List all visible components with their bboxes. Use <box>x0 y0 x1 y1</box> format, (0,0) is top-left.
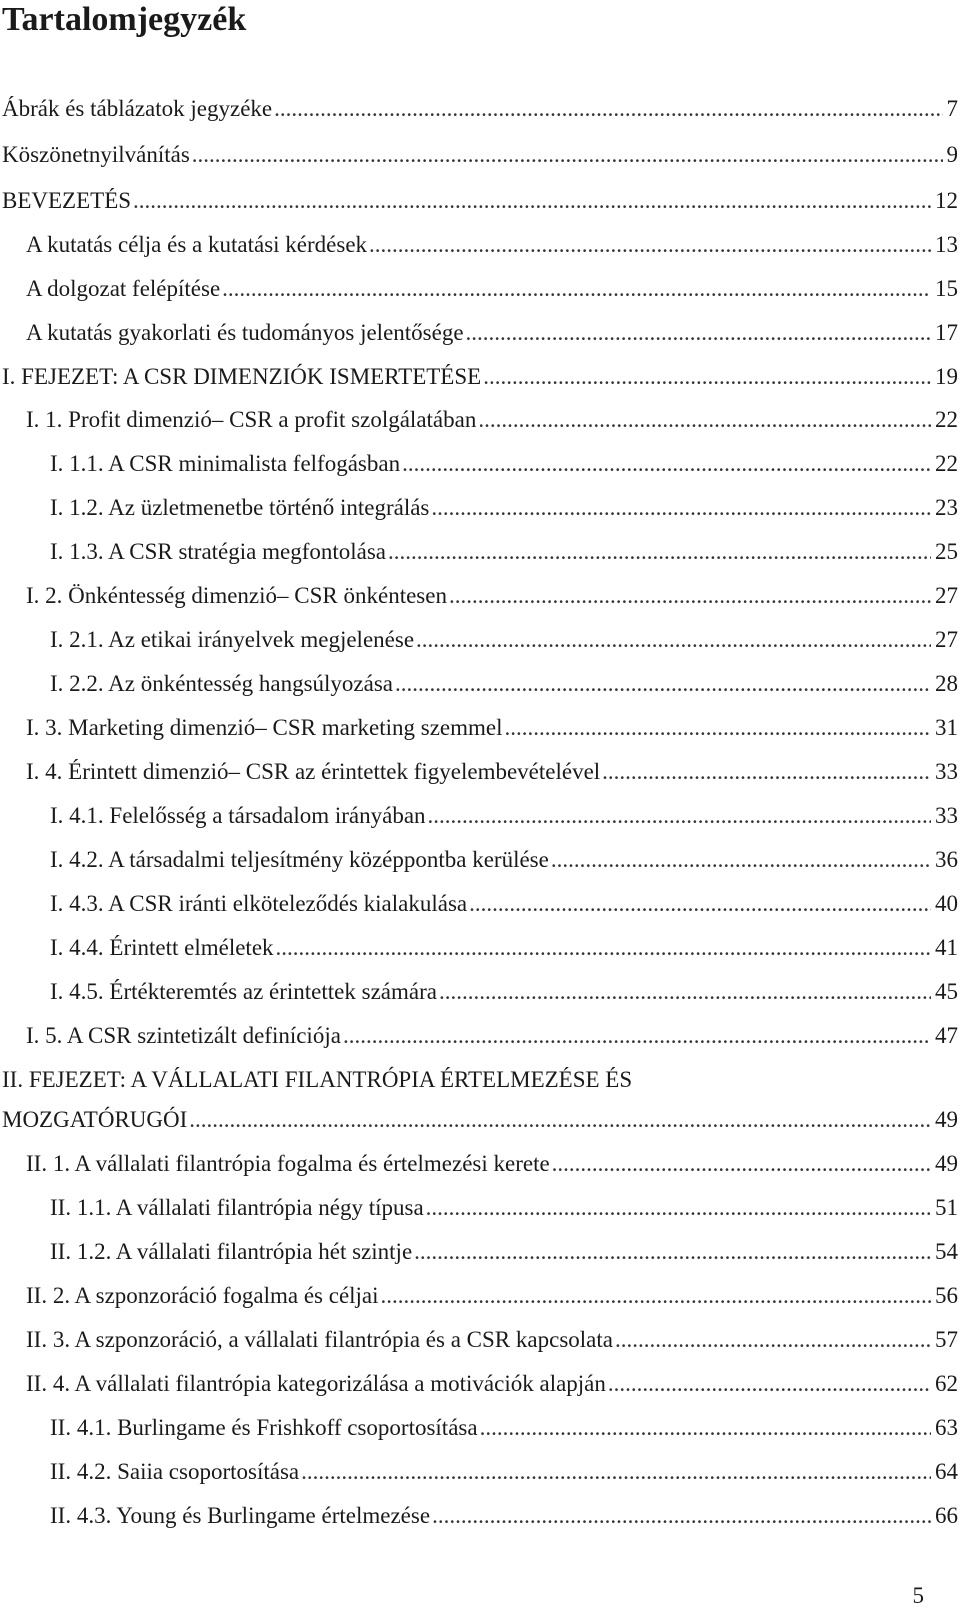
toc-entry[interactable] <box>50 890 958 918</box>
dot-leader <box>133 187 931 215</box>
toc-entry-label: II. 4.1. Burlingame és Frishkoff csoportosítása <box>50 1415 478 1440</box>
dot-leader <box>552 1150 931 1178</box>
dot-leader <box>395 670 931 698</box>
toc-entry-label: A kutatás gyakorlati és tudományos jelentősége <box>26 320 464 345</box>
dot-leader <box>449 582 931 610</box>
toc-entry-page: 13 <box>935 232 958 257</box>
toc-entry-label: I. 2.1. Az etikai irányelvek megjelenése <box>50 627 415 652</box>
toc-entry[interactable] <box>26 319 958 347</box>
toc-entry-label: II. 1.1. A vállalati filantrópia négy típusa <box>50 1195 424 1220</box>
page-title: Tartalomjegyzék <box>2 1 247 38</box>
toc-entry[interactable] <box>50 1414 958 1442</box>
toc-entry-page: 9 <box>946 142 958 167</box>
dot-leader <box>388 538 931 566</box>
toc-entry-label: I. 1. Profit dimenzió– CSR a profit szolgálatában <box>26 407 477 432</box>
toc-entry-page: 22 <box>935 451 958 476</box>
toc-chapter-label-line1: II. FEJEZET: A VÁLLALATI FILANTRÓPIA ÉRTELMEZÉSE ÉS <box>2 1067 633 1092</box>
toc-entry-label: II. 4. A vállalati filantrópia kategorizálása a motivációk alapján <box>26 1371 606 1396</box>
dot-leader <box>428 802 931 830</box>
dot-leader <box>274 95 942 123</box>
toc-entry[interactable] <box>50 670 958 698</box>
toc-entry-label: I. 4. Érintett dimenzió– CSR az érintettek figyelembevételével <box>26 759 601 784</box>
toc-entry-label: I. 4.3. A CSR iránti elköteleződés kialakulása <box>50 891 468 916</box>
toc-entry[interactable] <box>50 626 958 654</box>
toc-entry[interactable] <box>2 187 958 215</box>
toc-entry-page: 64 <box>935 1459 958 1484</box>
toc-entry-label: II. 2. A szponzoráció fogalma és céljai <box>26 1283 379 1308</box>
toc-entry-page: 22 <box>935 407 958 432</box>
toc-entry[interactable] <box>26 275 958 303</box>
toc-entry[interactable] <box>2 95 958 123</box>
dot-leader <box>478 406 931 434</box>
toc-entry-label: I. 1.3. A CSR stratégia megfontolása <box>50 539 387 564</box>
toc-entry-page: 40 <box>935 891 958 916</box>
page-number: 5 <box>912 1583 924 1608</box>
toc-entry-page: 57 <box>935 1327 958 1352</box>
dot-leader <box>602 758 931 786</box>
toc-entry[interactable] <box>26 714 958 742</box>
toc-entry[interactable] <box>50 1458 958 1486</box>
dot-leader <box>343 1022 931 1050</box>
toc-entry-label: I. 3. Marketing dimenzió– CSR marketing szemmel <box>26 715 503 740</box>
toc-entry-page: 62 <box>935 1371 958 1396</box>
toc-entry-page: 23 <box>935 495 958 520</box>
toc-entry[interactable] <box>50 1502 958 1530</box>
toc-entry[interactable] <box>50 802 958 830</box>
toc-entry-page: 49 <box>935 1107 958 1132</box>
toc-entry-label: II. 4.2. Saiia csoportosítása <box>50 1459 300 1484</box>
dot-leader <box>222 275 931 303</box>
toc-entry-label: I. 4.4. Érintett elméletek <box>50 935 274 960</box>
dot-leader <box>369 231 931 259</box>
toc-entry-label: I. 5. A CSR szintetizált definíciója <box>26 1023 341 1048</box>
toc-entry-page: 36 <box>935 847 958 872</box>
toc-entry[interactable] <box>26 582 958 610</box>
toc-entry[interactable] <box>26 1022 958 1050</box>
dot-leader <box>551 846 931 874</box>
toc-entry-label: A kutatás célja és a kutatási kérdések <box>26 232 368 257</box>
dot-leader <box>439 978 931 1006</box>
toc-entry-label: I. 2. Önkéntesség dimenzió– CSR önkéntesen <box>26 583 447 608</box>
toc-entry-page: 33 <box>935 759 958 784</box>
dot-leader <box>189 1106 931 1134</box>
dot-leader <box>466 319 931 347</box>
toc-entry-label: II. 3. A szponzoráció, a vállalati filantrópia és a CSR kapcsolata <box>26 1327 613 1352</box>
toc-entry-page: 41 <box>935 935 958 960</box>
toc-entry[interactable] <box>26 1150 958 1178</box>
toc-entry[interactable] <box>50 846 958 874</box>
toc-entry[interactable] <box>26 231 958 259</box>
toc-entry-page: 45 <box>935 979 958 1004</box>
dot-leader <box>381 1282 931 1310</box>
toc-entry[interactable] <box>26 1326 958 1354</box>
toc-entry-page: 47 <box>935 1023 958 1048</box>
toc-entry-page: 49 <box>935 1151 958 1176</box>
toc-entry-page: 15 <box>935 276 958 301</box>
toc-entry-page: 63 <box>935 1415 958 1440</box>
toc-chapter-entry[interactable] <box>2 1066 958 1134</box>
toc-entry-label: I. 1.1. A CSR minimalista felfogásban <box>50 451 401 476</box>
toc-entry-page: 7 <box>946 96 958 121</box>
toc-entry-page: 54 <box>935 1239 958 1264</box>
dot-leader <box>301 1458 931 1486</box>
dot-leader <box>431 494 931 522</box>
dot-leader <box>480 1414 931 1442</box>
toc-entry[interactable] <box>50 538 958 566</box>
toc-entry[interactable] <box>2 141 958 169</box>
dot-leader <box>615 1326 931 1354</box>
toc-entry[interactable] <box>50 978 958 1006</box>
toc-entry-label: BEVEZETÉS <box>2 188 132 213</box>
dot-leader <box>192 141 943 169</box>
toc-entry-label: I. 4.2. A társadalmi teljesítmény középpontba kerülése <box>50 847 549 872</box>
toc-entry-label: I. 2.2. Az önkéntesség hangsúlyozása <box>50 671 394 696</box>
dot-leader <box>414 1238 931 1266</box>
dot-leader <box>469 890 931 918</box>
toc-entry-page: 28 <box>935 671 958 696</box>
dot-leader <box>608 1370 931 1398</box>
toc-entry-page: 66 <box>935 1503 958 1528</box>
toc-entry[interactable] <box>2 363 958 391</box>
toc-chapter-label-line2: MOZGATÓRUGÓI <box>2 1107 188 1132</box>
dot-leader <box>402 450 931 478</box>
toc-entry-label: A dolgozat felépítése <box>26 276 221 301</box>
toc-entry-label: I. 4.5. Értékteremtés az érintettek számára <box>50 979 437 1004</box>
toc-entry-label: Ábrák és táblázatok jegyzéke <box>2 96 273 121</box>
toc-entry-label: II. 1.2. A vállalati filantrópia hét szintje <box>50 1239 413 1264</box>
dot-leader <box>416 626 931 654</box>
toc-entry-page: 31 <box>935 715 958 740</box>
dot-leader <box>276 934 931 962</box>
toc-entry-page: 27 <box>935 627 958 652</box>
toc-entry[interactable] <box>50 934 958 962</box>
toc-entry-label: II. 1. A vállalati filantrópia fogalma és értelmezési kerete <box>26 1151 550 1176</box>
toc-entry[interactable] <box>26 406 958 434</box>
toc-entry[interactable] <box>50 494 958 522</box>
toc-entry-page: 19 <box>935 364 958 389</box>
dot-leader <box>505 714 931 742</box>
toc-entry-page: 17 <box>935 320 958 345</box>
toc-entry[interactable] <box>50 450 958 478</box>
toc-entry-page: 27 <box>935 583 958 608</box>
toc-entry[interactable] <box>26 758 958 786</box>
toc-entry[interactable] <box>50 1238 958 1266</box>
dot-leader <box>432 1502 931 1530</box>
toc-entry-label: I. FEJEZET: A CSR DIMENZIÓK ISMERTETÉSE <box>2 364 482 389</box>
toc-entry-page: 25 <box>935 539 958 564</box>
dot-leader <box>426 1194 931 1222</box>
toc-entry-label: I. 1.2. Az üzletmenetbe történő integrálás <box>50 495 430 520</box>
toc-entry-page: 12 <box>935 188 958 213</box>
toc-entry-label: Köszönetnyilvánítás <box>2 142 190 167</box>
dot-leader <box>483 363 931 391</box>
toc-entry[interactable] <box>26 1282 958 1310</box>
toc-entry-label: I. 4.1. Felelősség a társadalom irányában <box>50 803 426 828</box>
toc-entry[interactable] <box>26 1370 958 1398</box>
toc-entry-page: 56 <box>935 1283 958 1308</box>
toc-entry[interactable] <box>50 1194 958 1222</box>
toc-entry-page: 51 <box>935 1195 958 1220</box>
toc-entry-label: II. 4.3. Young és Burlingame értelmezése <box>50 1503 431 1528</box>
toc-entry-page: 33 <box>935 803 958 828</box>
